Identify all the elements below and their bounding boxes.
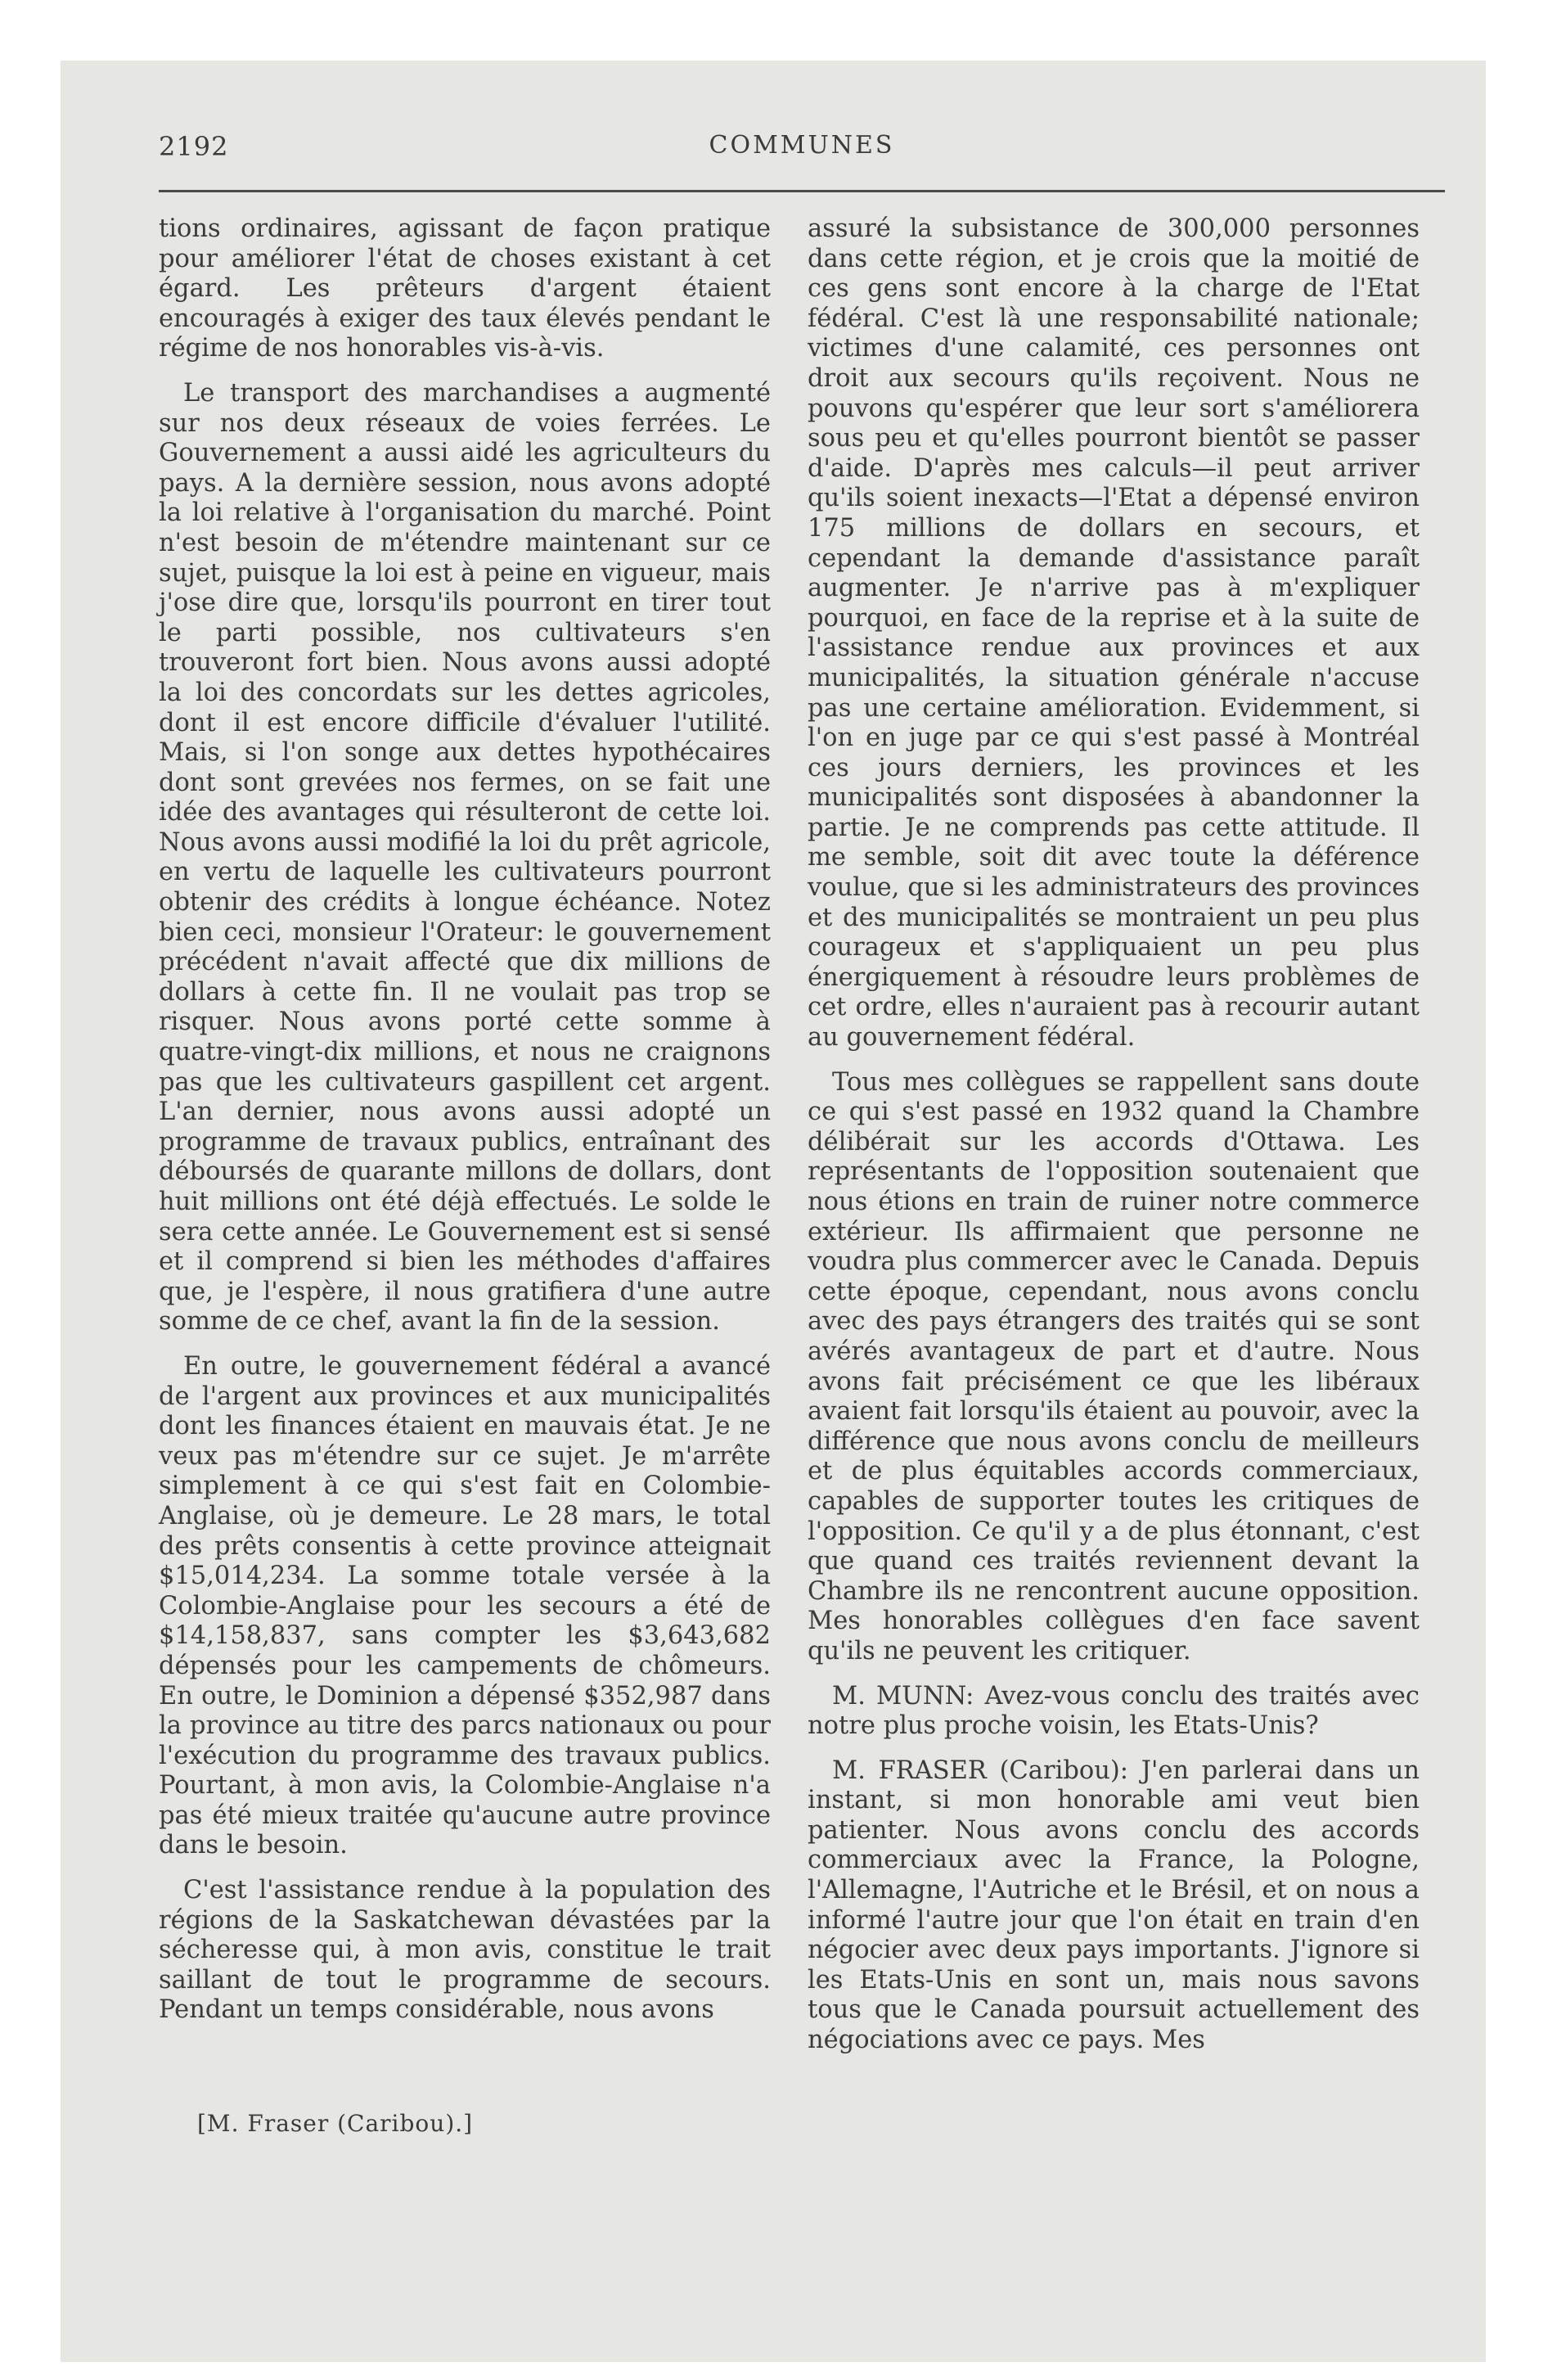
header-rule: [159, 190, 1445, 192]
paragraph: C'est l'assistance rendue à la population des régions de la Saskatchewan dévastées par la sécheresse qui, à mon avis, constitue le trait saillant de tout le programme de secours. Pendant un temps considérable, nous avons: [159, 1876, 771, 2025]
paragraph: Le transport des marchandises a augmenté sur nos deux réseaux de voies ferrées. Le Gouvernement a aussi aidé les agriculteurs du pays. A la dernière session, nous avons adopté la loi relative à l'organisation du marché. Point n'est besoin de m'étendre maintenant sur ce sujet, puisque la loi est à peine en vigueur, mais j'ose dire que, lorsqu'ils pourront en tirer tout le parti possible, nos cultivateurs s'en trouveront fort bien. Nous avons aussi adopté la loi des concordats sur les dettes agricoles, dont il est encore difficile d'évaluer l'utilité. Mais, si l'on songe aux dettes hypothécaires dont sont grevées nos fermes, on se fait une idée des avantages qui résulteront de cette loi. Nous avons aussi modifié la loi du prêt agricole, en vertu de laquelle les cultivateurs pourront obtenir des crédits à longue échéance. Notez bien ceci, monsieur l'Orateur: le gouvernement précédent n'avait affecté que dix millions de dollars à cette fin. Il ne voulait pas trop se risquer. Nous avons porté cette somme à quatre-vingt-dix millions, et nous ne craignons pas que les cultivateurs gaspillent cet argent. L'an dernier, nous avons aussi adopté un programme de travaux publics, entraînant des déboursés de quarante millons de dollars, dont huit millions ont été déjà effectués. Le solde le sera cette année. Le Gouvernement est si sensé et il comprend si bien les méthodes d'affaires que, je l'espère, il nous gratifiera d'une autre somme de ce chef, avant la fin de la session.: [159, 378, 771, 1336]
paragraph: En outre, le gouvernement fédéral a avancé de l'argent aux provinces et aux municipalités dont les finances étaient en mauvais état. Je ne veux pas m'étendre sur ce sujet. Je m'arrête simplement à ce qui s'est fait en Colombie-Anglaise, où je demeure. Le 28 mars, le total des prêts consentis à cette province atteignait $15,014,234. La somme totale versée à la Colombie-Anglaise pour les secours a été de $14,158,837, sans compter les $3,643,682 dépensés pour les campements de chômeurs. En outre, le Dominion a dépensé $352,987 dans la province au titre des parcs nationaux ou pour l'exécution du programme des travaux publics. Pourtant, à mon avis, la Colombie-Anglaise n'a pas été mieux traitée qu'aucune autre province dans le besoin.: [159, 1351, 771, 1860]
paragraph: Tous mes collègues se rappellent sans doute ce qui s'est passé en 1932 quand la Chambre délibérait sur les accords d'Ottawa. Les représentants de l'opposition soutenaient que nous étions en train de ruiner notre commerce extérieur. Ils affirmaient que personne ne voudra plus commercer avec le Canada. Depuis cette époque, cependant, nous avons conclu avec des pays étrangers des traités qui se sont avérés avantageux de part et d'autre. Nous avons fait précisément ce que les libéraux avaient fait lorsqu'ils étaient au pouvoir, avec la différence que nous avons conclu de meilleurs et de plus équitables accords commerciaux, capables de supporter toutes les critiques de l'opposition. Ce qu'il y a de plus étonnant, c'est que quand ces traités reviennent devant la Chambre ils ne rencontrent aucune opposition. Mes honorables collègues d'en face savent qu'ils ne peuvent les critiquer.: [808, 1067, 1420, 1666]
left-column: [159, 214, 771, 2026]
paragraph: assuré la subsistance de 300,000 personnes dans cette région, et je crois que la moitié de ces gens sont encore à la charge de l'Etat fédéral. C'est là une responsabilité nationale; victimes d'une calamité, ces personnes ont droit aux secours qu'ils reçoivent. Nous ne pouvons qu'espérer que leur sort s'améliorera sous peu et qu'elles pourront bientôt se passer d'aide. D'après mes calculs—il peut arriver qu'ils soient inexacts—l'Etat a dépensé environ 175 millions de dollars en secours, et cependant la demande d'assistance paraît augmenter. Je n'arrive pas à m'expliquer pourquoi, en face de la reprise et à la suite de l'assistance rendue aux provinces et aux municipalités, la situation générale n'accuse pas une certaine amélioration. Evidemment, si l'on en juge par ce qui s'est passé à Montréal ces jours derniers, les provinces et les municipalités sont disposées à abandonner la partie. Je ne comprends pas cette attitude. Il me semble, soit dit avec toute la déférence voulue, que si les administrateurs des provinces et des municipalités se montraient un peu plus courageux et s'appliquaient un peu plus énergiquement à résoudre leurs problèmes de cet ordre, elles n'auraient pas à recourir autant au gouvernement fédéral.: [808, 214, 1420, 1053]
paragraph: tions ordinaires, agissant de façon pratique pour améliorer l'état de choses existant à cet égard. Les prêteurs d'argent étaient encouragés à exiger des taux élevés pendant le régime de nos honorables vis-à-vis.: [159, 214, 771, 363]
page-number: 2192: [159, 131, 229, 162]
running-head: COMMUNES: [709, 131, 895, 160]
paragraph: M. MUNN: Avez-vous conclu des traités avec notre plus proche voisin, les Etats-Unis?: [808, 1681, 1420, 1741]
speaker-attribution: [M. Fraser (Caribou).]: [197, 2110, 474, 2137]
right-column: [808, 214, 1420, 2056]
page-header: [159, 131, 1445, 172]
paragraph: M. FRASER (Caribou): J'en parlerai dans un instant, si mon honorable ami veut bien patienter. Nous avons conclu des accords commerciaux avec la France, la Pologne, l'Allemagne, l'Autriche et le Brésil, et on nous a informé l'autre jour que l'on était en train d'en négocier avec deux pays importants. J'ignore si les Etats-Unis en sont un, mais nous savons tous que le Canada poursuit actuellement des négociations avec ce pays. Mes: [808, 1756, 1420, 2055]
